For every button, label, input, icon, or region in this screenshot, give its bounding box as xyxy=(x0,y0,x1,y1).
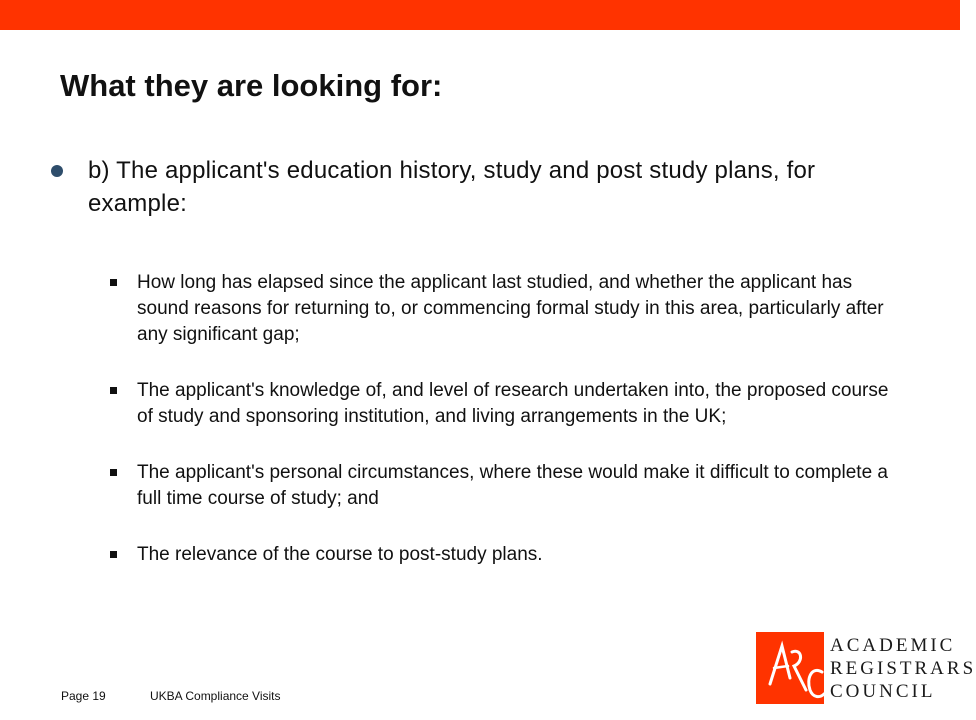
sub-bullet-text: How long has elapsed since the applicant last studied, and whether the applicant has sound reasons for returning to, or commencing formal study in this area, particularly after any significant gap; xyxy=(137,272,884,345)
top-accent-bar xyxy=(0,0,960,30)
square-bullet-icon xyxy=(110,387,117,394)
square-bullet-icon xyxy=(110,279,117,286)
logo-line-council: COUNCIL xyxy=(830,681,936,702)
sub-bullet-list xyxy=(108,270,908,598)
square-bullet-icon xyxy=(110,469,117,476)
sub-bullet-item xyxy=(108,378,908,430)
slide-title: What they are looking for: xyxy=(60,68,443,103)
sub-bullet-text: The applicant's personal circumstances, where these would make it difficult to complete a full time course of study; and xyxy=(137,462,888,509)
sub-bullet-item xyxy=(108,270,908,348)
main-bullet-text: b) The applicant's education history, study and post study plans, for example: xyxy=(88,157,816,217)
logo-line-registrars: REGISTRARS xyxy=(830,658,976,679)
square-bullet-icon xyxy=(110,551,117,558)
sub-bullet-text: The applicant's knowledge of, and level of research undertaken into, the proposed course of study and sponsoring institution, and living arrangements in the UK; xyxy=(137,380,889,427)
sub-bullet-item xyxy=(108,460,908,512)
arc-logo-mark-icon xyxy=(756,632,824,704)
logo-line-academic: ACADEMIC xyxy=(830,635,956,656)
bullet-dot-icon xyxy=(51,165,63,177)
sub-bullet-text: The relevance of the course to post-study plans. xyxy=(137,544,543,565)
sub-bullet-item xyxy=(108,542,908,568)
footer-page-number: Page 19 xyxy=(61,689,106,703)
logo-wordmark xyxy=(830,634,976,703)
arc-logo xyxy=(756,632,976,712)
footer-title: UKBA Compliance Visits xyxy=(150,689,281,703)
